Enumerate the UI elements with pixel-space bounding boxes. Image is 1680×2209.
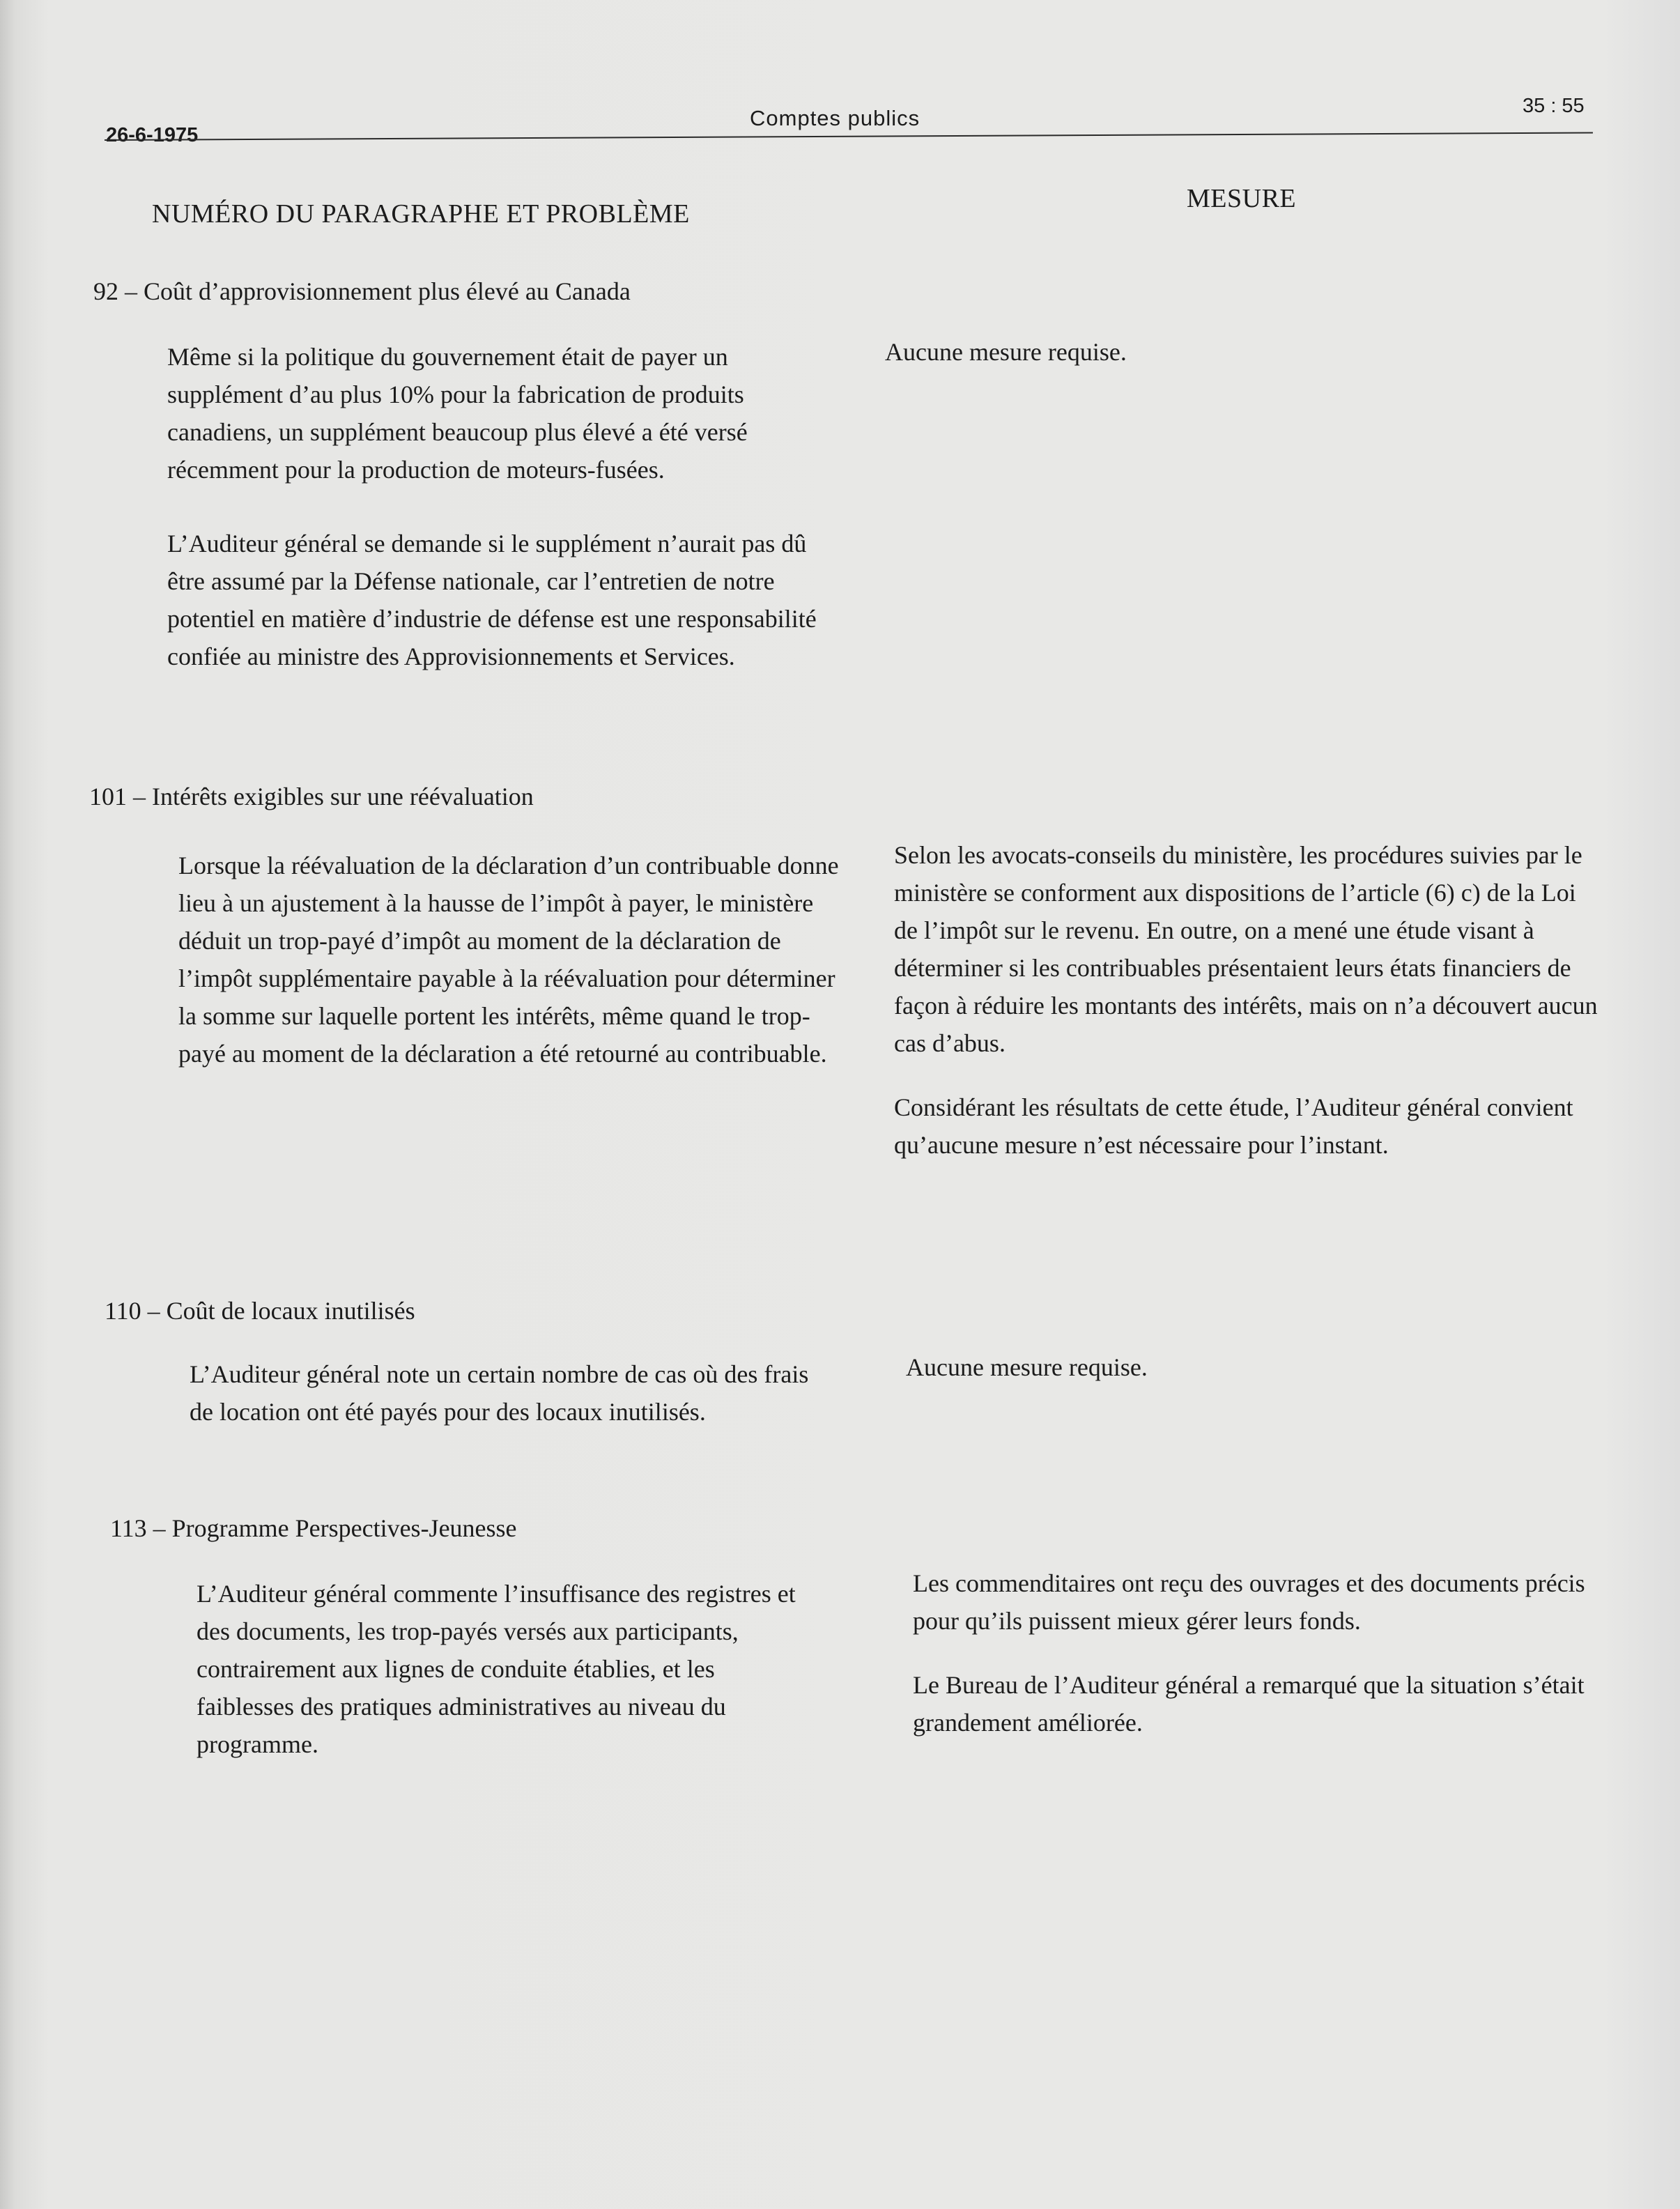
header-rule (105, 132, 1593, 141)
column-heading-problem: NUMÉRO DU PARAGRAPHE ET PROBLÈME (152, 199, 690, 229)
item-problem-101 (178, 847, 853, 1072)
item-measure-101 (894, 836, 1605, 1164)
item-title-92: 92 – Coût d’approvisionnement plus élevé au Canada (93, 277, 631, 305)
measure-paragraph: Aucune mesure requise. (906, 1353, 1148, 1381)
problem-paragraph: L’Auditeur général note un certain nombre de cas où des frais de location ont été payés pour des locaux inutilisés. (190, 1360, 809, 1426)
item-title-110: 110 – Coût de locaux inutilisés (105, 1297, 415, 1325)
measure-paragraph: Les commenditaires ont reçu des ouvrages et des documents précis pour qu’ils puissent mieux gérer leurs fonds. (913, 1569, 1585, 1635)
measure-paragraph: Considérant les résultats de cette étude, l’Auditeur général convient qu’aucune mesure n’est nécessaire pour l’instant. (894, 1093, 1573, 1159)
measure-paragraph: Selon les avocats-conseils du ministère, les procédures suivies par le ministère se conforment aux dispositions de l’article (6) c) de la Loi de l’impôt sur le revenu. En outre, on a mené une étude visant à déterminer si les contribuables présentaient leurs états financiers de façon à réduire les montants des intérêts, mais on n’a découvert aucun cas d’abus. (894, 841, 1598, 1057)
header-title: Comptes publics (750, 106, 920, 130)
measure-paragraph: Aucune mesure requise. (885, 338, 1127, 366)
header-date: 26-6-1975 (106, 124, 199, 146)
item-measure-92 (885, 333, 1596, 371)
measure-paragraph: Le Bureau de l’Auditeur général a remarqué que la situation s’était grandement améliorée. (913, 1671, 1585, 1737)
item-problem-110 (190, 1355, 817, 1431)
item-problem-113 (196, 1575, 810, 1763)
item-measure-113 (913, 1564, 1596, 1741)
problem-paragraph: L’Auditeur général se demande si le supplément n’aurait pas dû être assumé par la Défense nationale, car l’entretien de notre potentiel en matière d’industrie de défense est une responsabilité confiée au ministre des Approvisionnements et Services. (167, 530, 817, 670)
header-page-number: 35 : 55 (1523, 95, 1585, 117)
column-heading-measure: MESURE (1187, 184, 1297, 213)
problem-paragraph: L’Auditeur général commente l’insuffisance des registres et des documents, les trop-payés versés aux participants, contrairement aux lignes de conduite établies, et les faiblesses des pratiques administratives au niveau du programme. (196, 1580, 796, 1758)
problem-paragraph: Lorsque la réévaluation de la déclaration d’un contribuable donne lieu à un ajustement à la hausse de l’impôt à payer, le ministère déduit un trop-payé d’impôt au moment de la déclaration de l’impôt supplémentaire payable à la réévaluation pour déterminer la somme sur laquelle portent les intérêts, même quand le trop-payé au moment de la déclaration a été retourné au contribuable. (178, 852, 839, 1068)
item-title-113: 113 – Programme Perspectives-Jeunesse (110, 1514, 517, 1542)
item-problem-92 (167, 338, 822, 675)
item-measure-110 (906, 1348, 1603, 1386)
item-title-101: 101 – Intérêts exigibles sur une réévaluation (89, 783, 534, 810)
problem-paragraph: Même si la politique du gouvernement était de payer un supplément d’au plus 10% pour la fabrication de produits canadiens, un supplément beaucoup plus élevé a été versé récemment pour la production de moteurs-fusées. (167, 343, 748, 484)
